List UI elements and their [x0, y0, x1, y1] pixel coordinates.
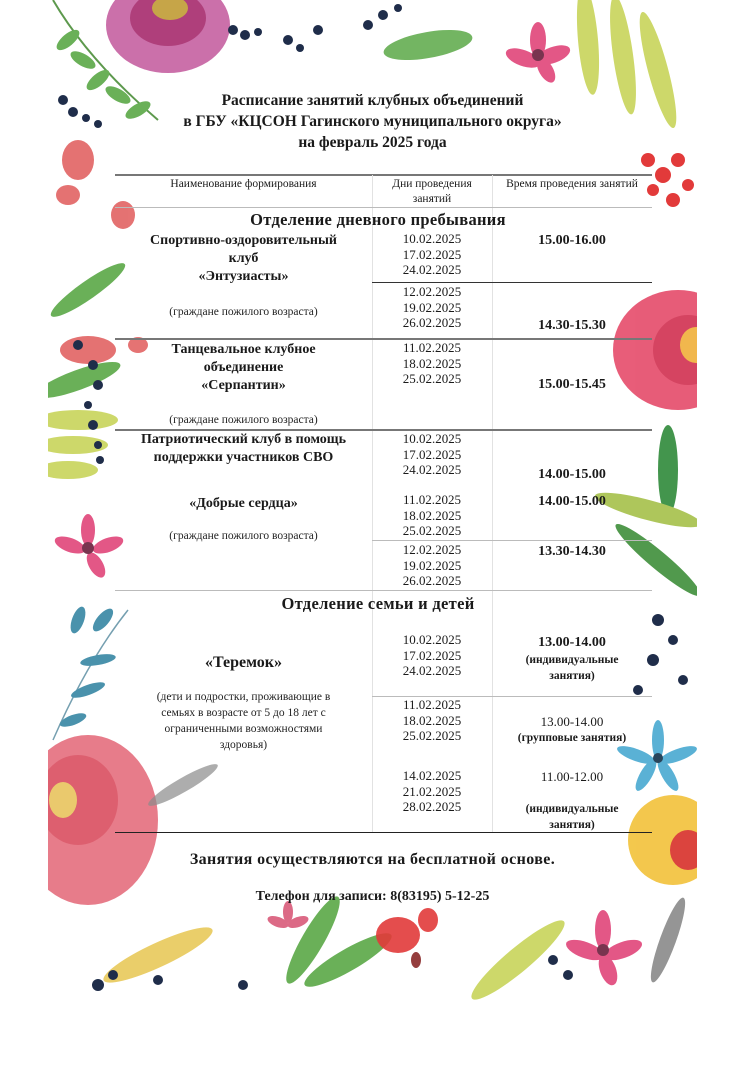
- slot-note: [492, 730, 652, 746]
- rose-flower-icon: [48, 735, 158, 905]
- club-name-line: «Энтузиасты»: [198, 269, 289, 284]
- date: 21.02.2025: [402, 783, 462, 799]
- club-name-entuziasty: [115, 232, 372, 286]
- club-name-teremok: «Теремок»: [204, 654, 283, 671]
- club-name-line: Спортивно-оздоровительный: [150, 233, 337, 248]
- table-top-border: [115, 174, 652, 176]
- date: 25.02.2025: [402, 371, 462, 386]
- club-name-line: Танцевальное клубное: [171, 342, 316, 357]
- date: 24.02.2025: [402, 262, 462, 277]
- slot-dates: [372, 284, 492, 331]
- pink-flower-icon: [503, 22, 572, 86]
- section-title-day-care: Отделение дневного пребывания: [250, 210, 506, 229]
- slot-time: 15.00-15.45: [538, 377, 606, 392]
- club-name-line: «Добрые сердца»: [189, 496, 298, 511]
- club-name-line: объединение: [203, 360, 284, 375]
- magenta-flower-icon: [53, 514, 126, 581]
- club-name-line: поддержки участников СВО: [153, 450, 334, 465]
- note-line: (индивидуальные: [525, 654, 619, 666]
- free-classes-note: Занятия осуществляются на бесплатной основе.: [189, 851, 556, 868]
- slot-dates: [372, 340, 492, 387]
- slot-time: 13.00-14.00: [540, 714, 604, 729]
- date: 10.02.2025: [402, 431, 462, 446]
- club-audience: (граждане пожилого возраста): [169, 530, 318, 542]
- bottom-red-flower-icon: [376, 908, 438, 968]
- date: 11.02.2025: [402, 697, 462, 712]
- phone-number[interactable]: Телефон для записи: 8(83195) 5-12-25: [255, 889, 490, 904]
- slot-divider: [372, 540, 652, 541]
- bottom-pink-flower-icon: [563, 910, 644, 988]
- title-line-3: на февраль 2025 года: [298, 134, 447, 151]
- date: 17.02.2025: [402, 647, 462, 663]
- date: 26.02.2025: [402, 573, 462, 588]
- date: 19.02.2025: [402, 557, 462, 573]
- slot-dates: [372, 231, 492, 278]
- column-header-days: Дни проведения занятий: [392, 178, 472, 205]
- slot-time: 15.00-16.00: [538, 233, 606, 248]
- date: 25.02.2025: [402, 728, 462, 743]
- date: 12.02.2025: [402, 542, 462, 557]
- slot-time: 13.00-14.00: [538, 635, 606, 650]
- audience-line: ограниченными возможностями: [164, 723, 323, 735]
- leaf-icon: [381, 24, 474, 65]
- date: 18.02.2025: [402, 355, 462, 371]
- slot-dates: [372, 542, 492, 589]
- date: 25.02.2025: [402, 523, 462, 538]
- schedule-title: [48, 90, 697, 153]
- header-bottom-border: [115, 207, 652, 208]
- peony-flower-icon: [106, 0, 230, 73]
- column-header-name: Наименование формирования: [170, 178, 317, 190]
- date: 11.02.2025: [402, 340, 462, 355]
- club-name-serpantin: [115, 341, 372, 395]
- club-name-line: клуб: [228, 251, 259, 266]
- slot-divider: [372, 282, 652, 283]
- note-line: (индивидуальные: [525, 803, 619, 815]
- small-pink-flower-icon: [266, 901, 310, 930]
- date: 17.02.2025: [402, 446, 462, 462]
- note-line: (групповые занятия): [517, 732, 627, 744]
- poster-sheet: [48, 0, 697, 1000]
- slot-note: [492, 652, 652, 684]
- club-name-line: «Серпантин»: [201, 378, 286, 393]
- club-audience: (граждане пожилого возраста): [169, 414, 318, 426]
- date: 11.02.2025: [402, 492, 462, 507]
- slot-time: 14.00-15.00: [538, 494, 606, 509]
- date: 18.02.2025: [402, 507, 462, 523]
- slot-time: 13.30-14.30: [538, 544, 606, 559]
- slot-note: [492, 801, 652, 833]
- date: 10.02.2025: [402, 632, 462, 647]
- section-title-family-children: Отделение семьи и детей: [281, 594, 475, 613]
- slot-dates: [372, 632, 492, 679]
- slot-dates: [372, 768, 492, 815]
- grey-leaf-icon: [145, 759, 221, 811]
- row-divider: [115, 590, 652, 591]
- slot-dates: [372, 697, 492, 744]
- club-name-line: Патриотический клуб в помощь: [140, 432, 347, 447]
- date: 10.02.2025: [402, 231, 462, 246]
- date: 14.02.2025: [402, 768, 462, 783]
- title-line-1: Расписание занятий клубных объединений: [221, 92, 524, 109]
- date: 26.02.2025: [402, 315, 462, 330]
- club-audience: [115, 689, 372, 753]
- title-line-2: в ГБУ «КЦСОН Гагинского муниципального округа»: [183, 113, 562, 130]
- date: 12.02.2025: [402, 284, 462, 299]
- date: 17.02.2025: [402, 246, 462, 262]
- note-line: занятия): [549, 670, 595, 682]
- column-header-time: Время проведения занятий: [506, 178, 638, 190]
- audience-line: здоровья): [219, 739, 268, 751]
- audience-line: семьях в возрасте от 5 до 18 лет с: [161, 707, 326, 719]
- date: 18.02.2025: [402, 712, 462, 728]
- slot-time: 14.30-15.30: [538, 318, 606, 333]
- slot-time: 11.00-12.00: [540, 769, 604, 784]
- audience-line: (дети и подростки, проживающие в: [156, 691, 331, 703]
- date: 24.02.2025: [402, 462, 462, 477]
- date: 19.02.2025: [402, 299, 462, 315]
- club-name-dobrye-serdtsa: [115, 431, 372, 513]
- slot-dates: [372, 431, 492, 478]
- table-bottom-border: [115, 832, 652, 833]
- date: 28.02.2025: [402, 799, 462, 814]
- date: 24.02.2025: [402, 663, 462, 678]
- club-audience: (граждане пожилого возраста): [169, 306, 318, 318]
- note-line: занятия): [549, 819, 595, 831]
- slot-time: 14.00-15.00: [538, 467, 606, 482]
- slot-dates: [372, 492, 492, 539]
- right-leaves-icon: [592, 425, 697, 602]
